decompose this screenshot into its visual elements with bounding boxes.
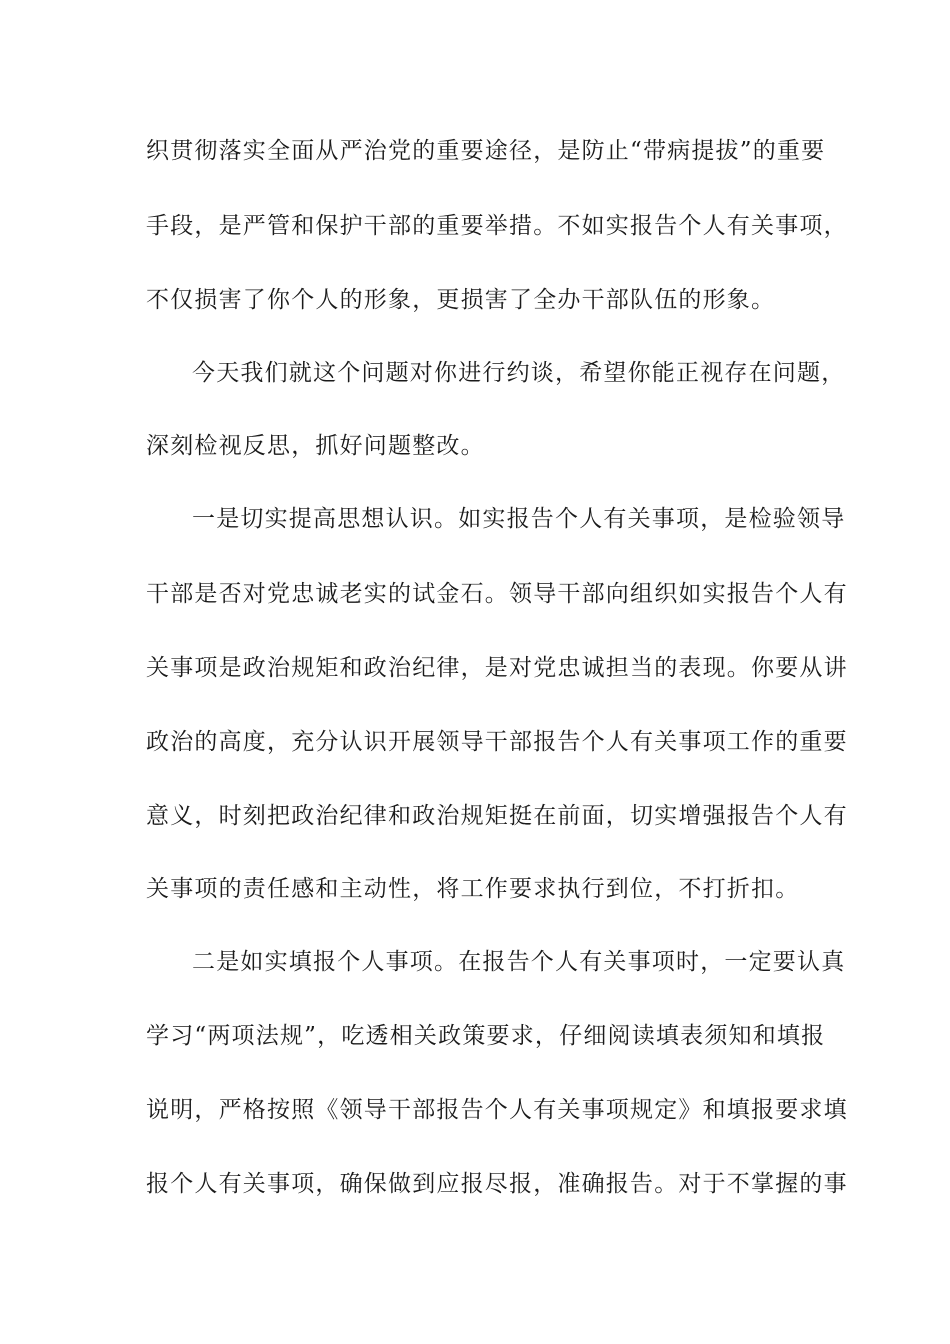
text-line-15: 报个人有关事项，确保做到应报尽报，准确报告。对于不掌握的事 (146, 1171, 848, 1197)
text-line-14: 说明，严格按照《领导干部报告个人有关事项规定》和填报要求填 (146, 1097, 848, 1123)
text-line-4: 今天我们就这个问题对你进行约谈，希望你能正视存在问题， (192, 360, 846, 386)
text-line-6: 一是切实提高思想认识。如实报告个人有关事项，是检验领导 (192, 506, 846, 532)
text-line-7: 干部是否对党忠诚老实的试金石。领导干部向组织如实报告个人有 (146, 581, 848, 607)
text-line-13: 学习“两项法规”，吃透相关政策要求，仔细阅读填表须知和填报 (146, 1023, 826, 1049)
text-line-8: 关事项是政治规矩和政治纪律，是对党忠诚担当的表现。你要从讲 (146, 655, 848, 681)
text-line-10: 意义，时刻把政治纪律和政治规矩挺在前面，切实增强报告个人有 (146, 803, 848, 829)
text-line-3: 不仅损害了你个人的形象，更损害了全办干部队伍的形象。 (146, 287, 776, 313)
text-line-11: 关事项的责任感和主动性，将工作要求执行到位，不打折扣。 (146, 876, 800, 902)
text-line-5: 深刻检视反思，抓好问题整改。 (146, 433, 485, 459)
text-line-9: 政治的高度，充分认识开展领导干部报告个人有关事项工作的重要 (146, 729, 848, 755)
text-line-2: 手段，是严管和保护干部的重要举措。不如实报告个人有关事项， (146, 213, 848, 239)
text-line-12: 二是如实填报个人事项。在报告个人有关事项时，一定要认真 (192, 949, 846, 975)
text-line-1: 织贯彻落实全面从严治党的重要途径，是防止“带病提拔”的重要 (146, 138, 826, 164)
